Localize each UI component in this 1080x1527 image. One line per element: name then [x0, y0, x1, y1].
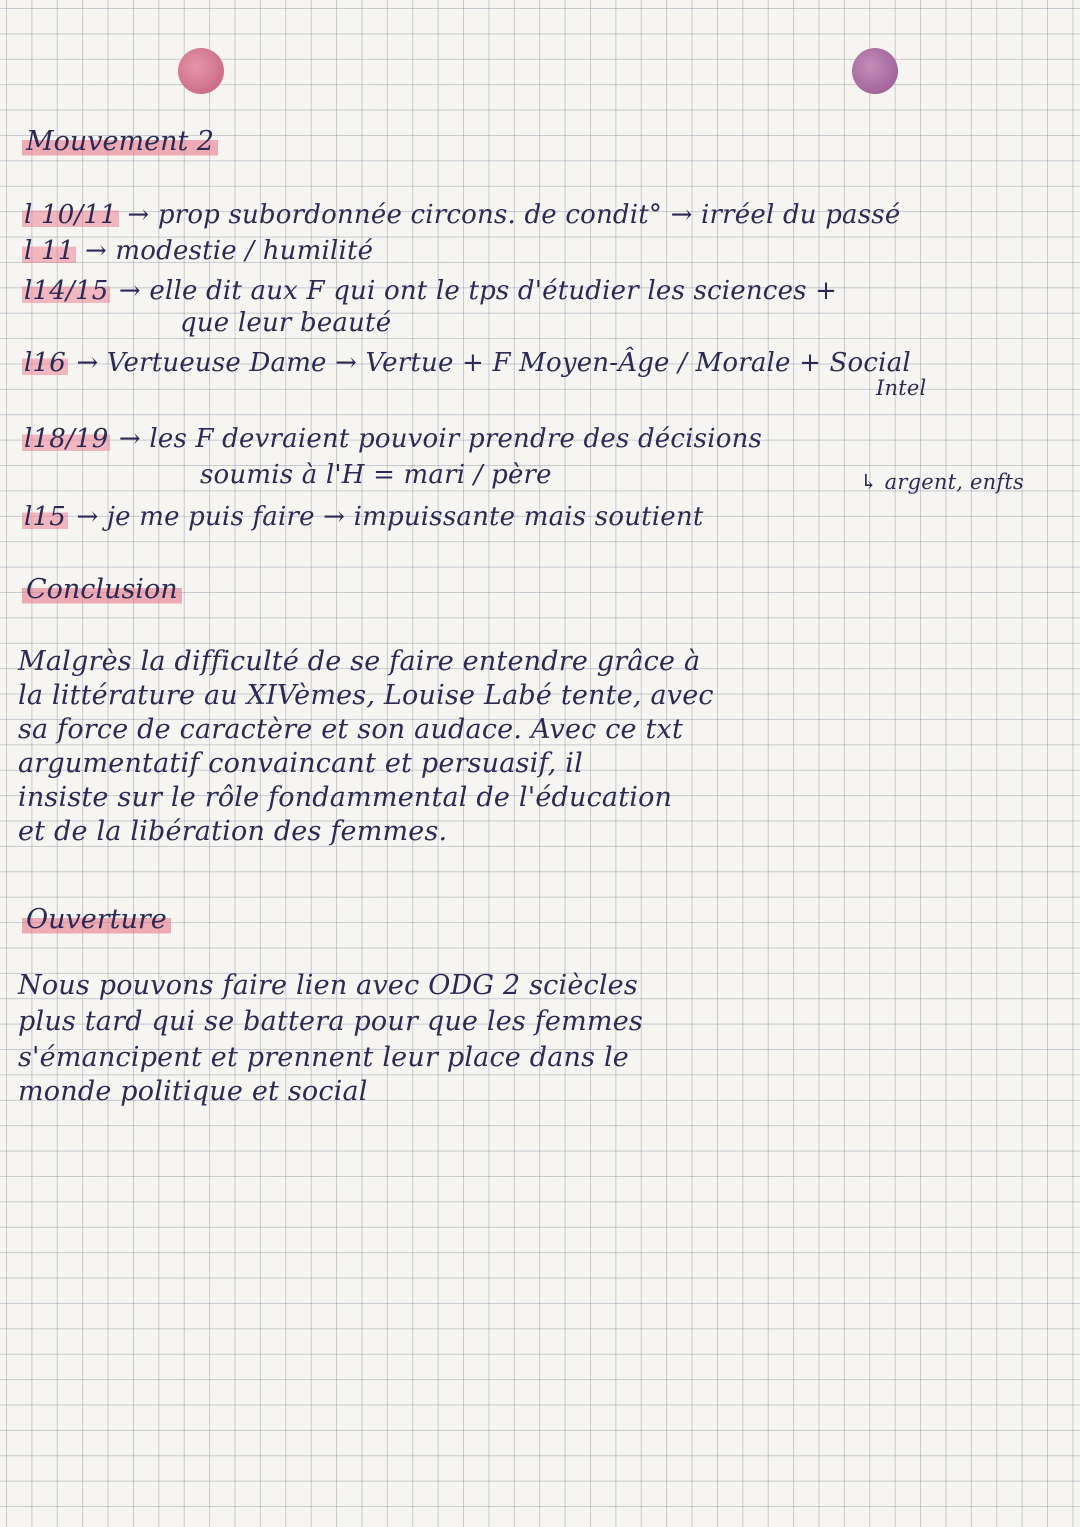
conclusion-line: insiste sur le rôle fondammental de l'éducation — [18, 782, 673, 813]
conclusion-line: Malgrès la difficulté de se faire entendre grâce à — [18, 646, 701, 677]
note-line: soumis à l'H = mari / père — [200, 460, 552, 490]
ouverture-line: monde politique et social — [18, 1076, 368, 1107]
conclusion-line: argumentatif convaincant et persuasif, il — [18, 748, 583, 779]
note-line: l14/15 → elle dit aux F qui ont le tps d'étudier les sciences + — [24, 276, 838, 306]
heading-mouvement: Mouvement 2 — [22, 126, 218, 157]
note-line: que leur beauté — [180, 308, 392, 338]
punch-hole-right — [852, 48, 898, 94]
ouverture-line: plus tard qui se battera pour que les femmes — [18, 1006, 643, 1037]
note-annotation: Intel — [876, 376, 927, 400]
punch-hole-left — [178, 48, 224, 94]
note-line: l 11 → modestie / humilité — [24, 236, 374, 266]
conclusion-line: la littérature au XIVèmes, Louise Labé tente, avec — [18, 680, 714, 711]
note-line: l15 → je me puis faire → impuissante mais soutient — [24, 502, 704, 532]
note-annotation: ↳ argent, enfts — [860, 470, 1024, 494]
conclusion-line: sa force de caractère et son audace. Avec ce txt — [18, 714, 684, 745]
conclusion-line: et de la libération des femmes. — [18, 816, 448, 847]
note-line: l18/19 → les F devraient pouvoir prendre des décisions — [24, 424, 763, 454]
note-line: l16 → Vertueuse Dame → Vertue + F Moyen-Âge / Morale + Social — [24, 348, 911, 378]
note-line: l 10/11 → prop subordonnée circons. de condit° → irréel du passé — [24, 200, 901, 230]
heading-conclusion: Conclusion — [22, 574, 182, 605]
ouverture-line: Nous pouvons faire lien avec ODG 2 sciècles — [18, 970, 638, 1001]
ouverture-line: s'émancipent et prennent leur place dans le — [18, 1042, 629, 1073]
heading-ouverture: Ouverture — [22, 904, 171, 935]
